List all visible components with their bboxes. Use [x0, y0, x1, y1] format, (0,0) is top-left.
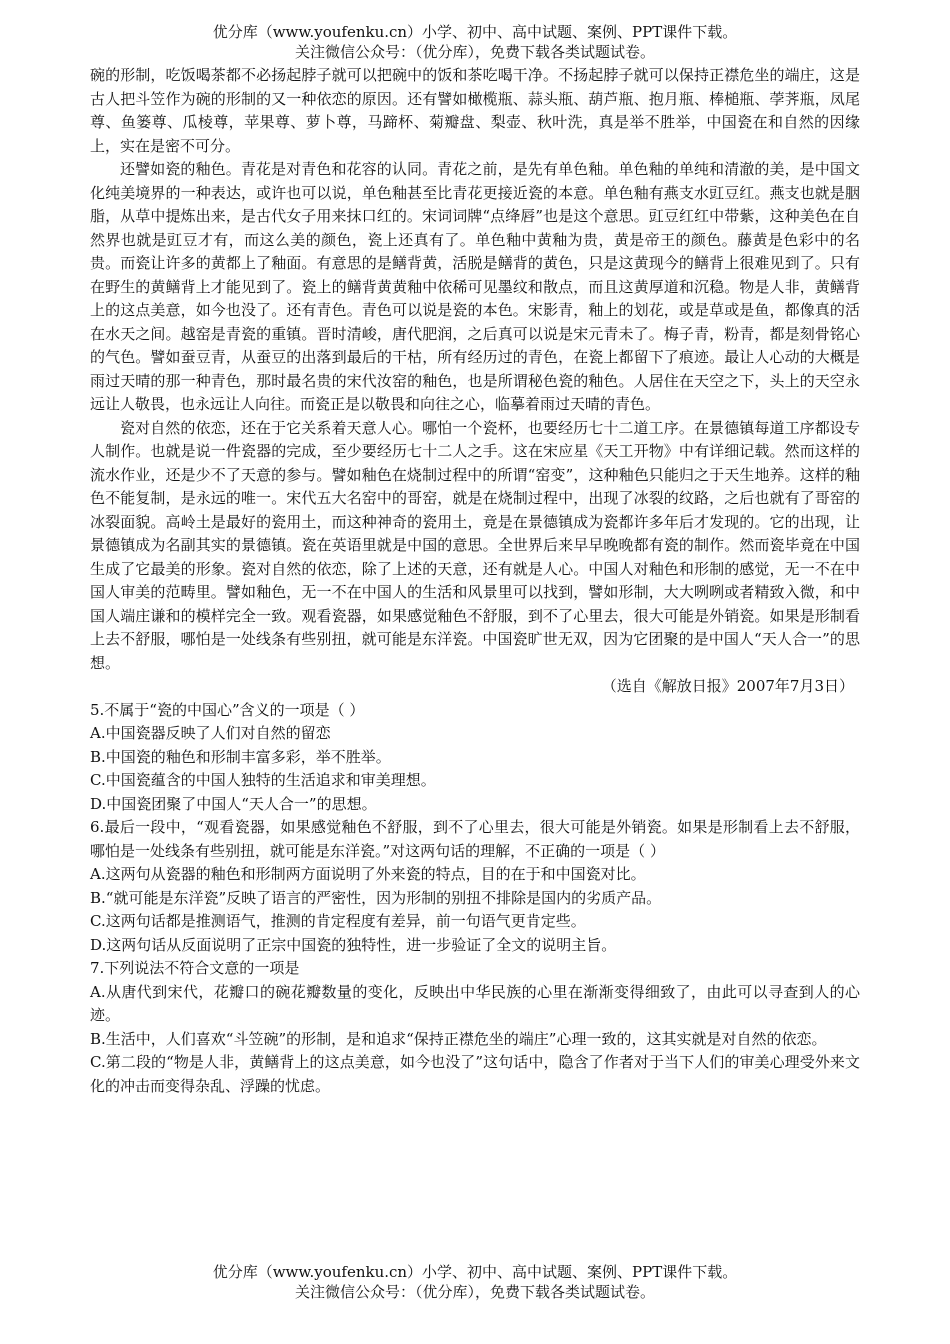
footer-line-1: 优分库（www.youfenku.cn）小学、初中、高中试题、案例、PPT课件下载。 — [212, 1263, 738, 1281]
question-option: A.中国瓷器反映了人们对自然的留恋 — [90, 724, 331, 742]
question-6 — [90, 816, 860, 957]
article-source: （选自《解放日报》2007年7月3日） — [601, 677, 854, 695]
question-option: B.“就可能是东洋瓷”反映了语言的严密性，因为形制的别扭不排除是国内的劣质产品。 — [90, 888, 662, 907]
page-header — [0, 22, 950, 62]
question-option: A.从唐代到宋代，花瓣口的碗花瓣数量的变化，反映出中华民族的心里在渐渐变得细致了，由此可以寻查到人的心迹。 — [90, 982, 860, 1024]
question-5 — [90, 699, 860, 817]
question-option: A.这两句从瓷器的釉色和形制两方面说明了外来瓷的特点，目的在于和中国瓷对比。 — [90, 865, 646, 883]
question-option: C.中国瓷蕴含的中国人独特的生活追求和审美理想。 — [90, 771, 436, 789]
question-option: D.这两句话从反面说明了正宗中国瓷的独特性，进一步验证了全文的说明主旨。 — [90, 935, 617, 954]
header-line-1: 优分库（www.youfenku.cn）小学、初中、高中试题、案例、PPT课件下载。 — [212, 23, 738, 41]
question-option: D.中国瓷团聚了中国人“天人合一”的思想。 — [90, 794, 377, 813]
article-paragraph-2: 还譬如瓷的釉色。青花是对青色和花容的认同。青花之前，是先有单色釉。单色釉的单纯和清澈的美，是中国文化纯美境界的一种表达，或许也可以说，单色釉甚至比青花更接近瓷的本意。单色釉有燕支水豇豆红。燕支也就是胭脂，从草中提炼出来，是古代女子用来抹口红的。宋词词牌“点绛唇”也是这个意思。豇豆红红中带紫，这种美色在自然界也就是豇豆才有，而这么美的颜色，瓷上还真有了。单色釉中黄釉为贵，黄是帝王的颜色。藤黄是色彩中的名贵。而瓷让许多的黄都上了釉面。有意思的是鳝背黄，活脱是鳝背的黄色，只是这黄现今的鳝背上很难见到了。只有在野生的黄鳝背上才能见到了。瓷上的鳝背黄黄釉中依稀可见墨纹和散点，而且这黄厚道和沉稳。物是人非，黄鳝背上的这点美意，如今也没了。还有青色。青色可以说是瓷的本色。宋影青，釉上的划花，或是草或是鱼，都像真的活在水天之间。越窑是青瓷的重镇。晋时清峻，唐代肥润，之后真可以说是宋元青未了。梅子青，粉青，都是刻骨铭心的气色。譬如蚕豆青，从蚕豆的出落到最后的干枯，所有经历过的青色，在瓷上都留下了痕迹。最让人心动的大概是雨过天晴的那一种青色，那时最名贵的宋代汝窑的釉色，也是所谓秘色瓷的釉色。人居住在天空之下，头上的天空永远让人敬畏，也永远让人向往。而瓷正是以敬畏和向往之心，临摹着雨过天晴的青色。 — [90, 160, 860, 413]
article-paragraph-1: 碗的形制，吃饭喝茶都不必扬起脖子就可以把碗中的饭和茶吃喝干净。不扬起脖子就可以保持正襟危坐的端庄，这是古人把斗笠作为碗的形制的又一种依恋的原因。还有譬如橄榄瓶、蒜头瓶、葫芦瓶、抱月瓶、棒槌瓶、荸荠瓶，凤尾尊、鱼篓尊、瓜棱尊，苹果尊、萝卜尊，马蹄杯、菊瓣盘、梨壶、秋叶洗，真是举不胜举，中国瓷在和自然的因缘上，实在是密不可分。 — [90, 66, 860, 155]
question-option: B.中国瓷的釉色和形制丰富多彩，举不胜举。 — [90, 747, 391, 766]
question-option: C.这两句话都是推测语气，推测的肯定程度有差异，前一句语气更肯定些。 — [90, 912, 586, 930]
document-body — [90, 64, 860, 1098]
page-footer — [0, 1262, 950, 1302]
question-option: C.第二段的“物是人非，黄鳝背上的这点美意，如今也没了”这句话中，隐含了作者对于当下人们的审美心理受外来文化的冲击而变得杂乱、浮躁的忧虑。 — [90, 1053, 860, 1095]
header-line-2: 关注微信公众号：（优分库），免费下载各类试题试卷。 — [294, 43, 655, 61]
article-paragraph-3: 瓷对自然的依恋，还在于它关系着天意人心。哪怕一个瓷杯，也要经历七十二道工序。在景德镇每道工序都设专人制作。也就是说一件瓷器的完成，至少要经历七十二人之手。这在宋应星《天工开物》中有详细记载。然而这样的流水作业，还是少不了天意的参与。譬如釉色在烧制过程中的所谓“窑变”，这种釉色只能归之于天生地养。这样的釉色不能复制，是永远的唯一。宋代五大名窑中的哥窑，就是在烧制过程中，出现了冰裂的纹路，之后也就有了哥窑的冰裂面貌。高岭土是最好的瓷用土，而这种神奇的瓷用土，竟是在景德镇成为瓷都许多年后才发现的。它的出现，让景德镇成为名副其实的景德镇。瓷在英语里就是中国的意思。全世界后来早早晚晚都有瓷的制作。然而瓷毕竟在中国生成了它最美的形象。瓷对自然的依恋，除了上述的天意，还有就是人心。中国人对釉色和形制的感觉，无一不在中国人审美的范畴里。譬如釉色，无一不在中国人的生活和风景里可以找到，譬如形制，大大咧咧或者精致入微，和中国人端庄谦和的模样完全一致。观看瓷器，如果感觉釉色不舒服，到不了心里去，很大可能是外销瓷。如果是形制看上去不舒服，哪怕是一处线条有些别扭，就可能是东洋瓷。中国瓷旷世无双，因为它团聚的是中国人“天人合一”的思想。 — [90, 418, 860, 672]
question-7 — [90, 957, 860, 1098]
question-stem: 7.下列说法不符合文意的一项是 — [90, 959, 300, 977]
question-option: B.生活中，人们喜欢“斗笠碗”的形制，是和追求“保持正襟危坐的端庄”心理一致的，这其实就是对自然的依恋。 — [90, 1029, 827, 1048]
question-stem: 5.不属于“瓷的中国心”含义的一项是（ ） — [90, 700, 365, 719]
question-stem: 6.最后一段中，“观看瓷器，如果感觉釉色不舒服，到不了心里去，很大可能是外销瓷。如果是形制看上去不舒服，哪怕是一处线条有些别扭，就可能是东洋瓷。”对这两句话的理解，不正确的一项是（ ） — [90, 818, 860, 860]
footer-line-2: 关注微信公众号：（优分库），免费下载各类试题试卷。 — [294, 1283, 655, 1301]
